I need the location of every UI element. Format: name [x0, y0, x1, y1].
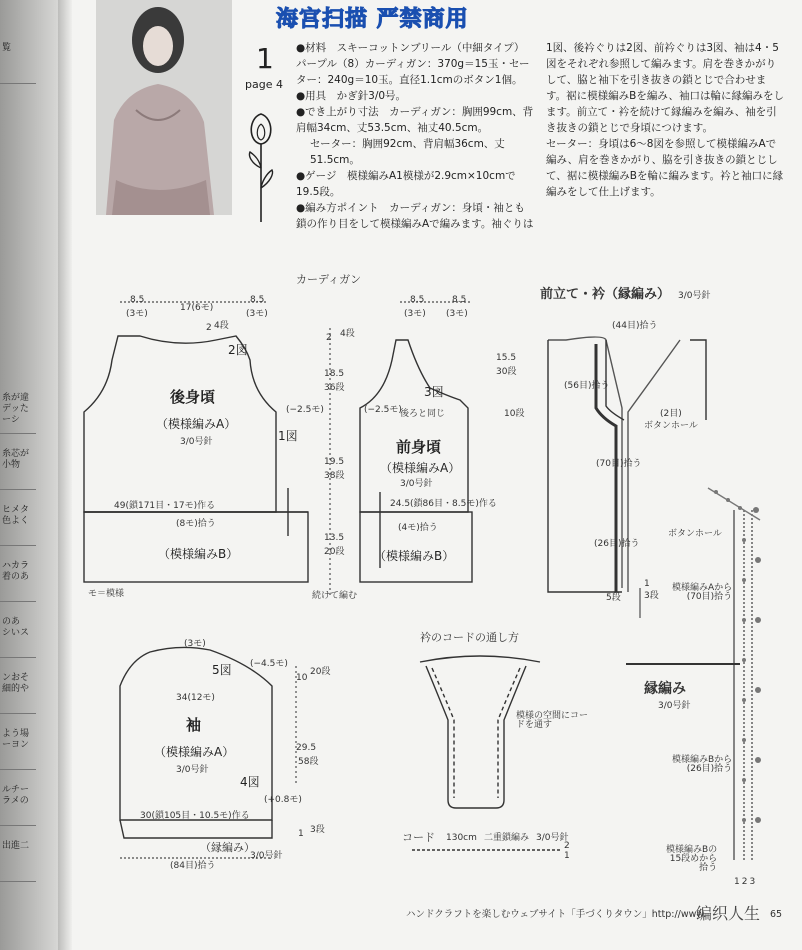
- sleeve-border-needle: 3/0号針: [250, 851, 283, 861]
- sleeve-side-0: 10: [296, 673, 308, 683]
- pattern-page: page 4: [245, 78, 283, 91]
- center-dim-5: 38段: [324, 471, 345, 481]
- edge-label-4: (70目)拾う: [596, 459, 642, 469]
- sleeve-side-2: 29.5: [296, 743, 317, 753]
- back-needle: 3/0号針: [180, 437, 213, 447]
- cord-needle: 3/0号針: [536, 833, 569, 843]
- front-needle: 3/0号針: [400, 479, 433, 489]
- back-name: 後身頃: [170, 388, 216, 406]
- edge-label-6: 5段: [606, 593, 621, 603]
- spec-tools: ●用具 かぎ針3/0号。: [296, 90, 407, 102]
- instruction-sweater: セーター：身頃は6〜8図を参照して模様編みAで編み、肩を巻きかがり、脇を引き抜きの鎖とじして、裾に模様編みBを輪に編みます。衿と袖口に縁編みをして仕上げます。: [546, 138, 784, 198]
- watermark: 编织人生: [696, 904, 761, 923]
- cord-title: 衿のコードの通し方: [420, 631, 519, 644]
- center-dim-2: 18.5: [324, 369, 345, 379]
- front-same-as-back: 後ろと同じ: [400, 409, 446, 419]
- center-dim-0: 2: [326, 333, 332, 343]
- edge-label-8: 3段: [644, 591, 659, 601]
- sleeve-fig5: 5図: [212, 663, 232, 677]
- back-pattern: （模様編みA）: [156, 417, 237, 431]
- front-hem: （模様編みB）: [374, 549, 455, 563]
- sleeve-fig4: 4図: [240, 775, 260, 789]
- sidebar-tab: ヒメタ 色よく: [0, 502, 36, 546]
- back-top-dim-3: 17(6モ): [180, 303, 214, 313]
- sidebar-tab: のあ シいス: [0, 614, 36, 658]
- sleeve-pick: (84目)拾う: [170, 861, 216, 871]
- edging-label-2: 模様編みBから (26目)拾う: [672, 755, 733, 774]
- back-armhole-dec: (−2.5モ): [286, 405, 324, 415]
- edge-label-0: (44目)拾う: [612, 321, 658, 331]
- edging-needle: 3/0号針: [658, 701, 691, 711]
- footer-page-no: 65: [770, 909, 783, 920]
- center-dim-6: 13.5: [324, 533, 345, 543]
- sidebar-tab: ルチー ラメの: [0, 782, 36, 826]
- sleeve-name: 袖: [186, 716, 202, 734]
- edging-label-3: 模様編みBの 15段めから 拾う: [666, 845, 718, 873]
- edging-rows: 123: [734, 877, 758, 887]
- pattern-number: 1: [256, 42, 274, 75]
- cord-label: コード: [402, 831, 435, 844]
- front-top-dim-1: 8.5: [410, 295, 425, 305]
- front-side-dim-1: 15.5: [496, 353, 517, 363]
- back-top-dim-5: (3モ): [246, 309, 268, 319]
- center-dim-7: 20段: [324, 547, 345, 557]
- sleeve-inc: (+0.8モ): [264, 795, 302, 805]
- sleeve-needle: 3/0号針: [176, 765, 209, 775]
- edge-label-2: (2目): [660, 409, 682, 419]
- sleeve-side-3: 58段: [298, 757, 319, 767]
- back-neck-rise: 2: [206, 323, 212, 333]
- sidebar-tab: 出進二: [0, 838, 36, 882]
- edge-label-3: ボタンホール: [644, 421, 698, 431]
- center-dim-3: 36段: [324, 383, 345, 393]
- sleeve-side-1: 20段: [310, 667, 331, 677]
- front-fig3: 3図: [424, 385, 444, 399]
- front-pattern: （模様編みA）: [380, 461, 461, 475]
- front-top-dim-4: (3モ): [446, 309, 468, 319]
- front-side-dim-3: 10段: [504, 409, 525, 419]
- cord-len: 130cm: [446, 833, 477, 843]
- scan-banner: 海宫扫描 严禁商用: [276, 7, 469, 32]
- sleeve-side-5: 3段: [310, 825, 325, 835]
- sidebar-tab: ハカラ 着のあ: [0, 558, 36, 602]
- cord-note: 模様の空間にコードを通す: [516, 711, 589, 730]
- spec-points: ●編み方ポイント カーディガン：身頃・袖とも鎖の作り目をして模様編みAで編みます。袖ぐりは: [296, 202, 534, 230]
- sleeve-top: (3モ): [184, 639, 206, 649]
- sleeve-border: （縁編み）: [200, 841, 255, 854]
- sleeve-dec: (−4.5モ): [250, 659, 288, 669]
- sleeve-pattern: （模様編みA）: [154, 745, 235, 759]
- footer-site: ハンドクラフトを楽しむウェブサイト「手づくりタウン」http://www.: [406, 909, 707, 920]
- front-top-dim-2: (3モ): [404, 309, 426, 319]
- back-hem: （模様編みB）: [158, 547, 239, 561]
- back-pick-label: (8モ)拾う: [176, 519, 216, 529]
- edging-label-1: 模様編みAから (70目)拾う: [672, 583, 733, 602]
- front-armhole-dec: (−2.5モ): [364, 405, 402, 415]
- sleeve-side-4: 1: [298, 829, 304, 839]
- sidebar-tab: 糸が違 デッた ーシ: [0, 390, 36, 434]
- edge-label-7: 1: [644, 579, 650, 589]
- cardigan-title: カーディガン: [296, 273, 362, 286]
- cord-mark-1: 1: [564, 851, 570, 861]
- spec-size-sweater: セーター：胸囲92cm、背肩幅36cm、丈51.5cm。: [310, 138, 505, 166]
- edging-title: 縁編み: [644, 681, 686, 697]
- front-top-dim-3: 8.5: [452, 295, 467, 305]
- edging-label-0: ボタンホール: [668, 529, 722, 539]
- back-top-dim-4: 8.5: [250, 295, 265, 305]
- back-fig2: 2図: [228, 343, 248, 357]
- continue-label: 続けて編む: [312, 591, 358, 601]
- sidebar-tab: 覧: [0, 40, 36, 84]
- front-pick-label: (4モ)拾う: [398, 523, 438, 533]
- sleeve-width: 34(12モ): [176, 693, 215, 703]
- sidebar-tab: 糸芯が 小物: [0, 446, 36, 490]
- back-neck-rows: 4段: [214, 321, 229, 331]
- front-side-dim-2: 30段: [496, 367, 517, 377]
- cord-type: 二重鎖編み: [484, 833, 530, 843]
- center-dim-4: 19.5: [324, 457, 345, 467]
- front-chain-label: 24.5(鎖86目・8.5モ)作る: [390, 499, 497, 509]
- back-top-dim-1: 8.5: [130, 295, 145, 305]
- sidebar-tab: ンおそ 細的や: [0, 670, 36, 714]
- back-chain-label: 49(鎖171目・17モ)作る: [114, 501, 216, 511]
- spec-materials: ●材料 スキーコットンブリール（中細タイプ）パープル（8）カーディガン：370g＝15玉・セーター：240g＝10玉。直径1.1cmのボタン1個。: [296, 42, 530, 86]
- legend-mo: モ＝模様: [88, 589, 125, 599]
- back-fig1: 1図: [278, 429, 298, 443]
- back-top-dim-2: (3モ): [126, 309, 148, 319]
- sidebar-tab: よう場 ーヨン: [0, 726, 36, 770]
- instruction-cardigan: 1図、後衿ぐりは2図、前衿ぐりは3図、袖は4・5図をそれぞれ参照して編みます。肩を巻きかがりして、脇と袖下を引き抜きの鎖とじで合わせます。裾に模様編みBを編み、袖口は輪に縁編みをします。前立て・衿を続けて縁編みを編み、袖を引き抜きの鎖とじで身頃につけます。: [546, 42, 784, 134]
- cord-mark-2: 2: [564, 841, 570, 851]
- edge-label-1: (56目)拾う: [564, 381, 610, 391]
- sleeve-chain: 30(鎖105目・10.5モ)作る: [140, 811, 250, 821]
- edge-needle: 3/0号針: [678, 291, 711, 301]
- front-name: 前身頃: [396, 438, 442, 456]
- spec-size-cardigan: ●でき上がり寸法 カーディガン：胸囲99cm、背肩幅34cm、丈53.5cm、袖丈40.5cm。: [296, 106, 534, 134]
- edge-label-5: (26目)拾う: [594, 539, 640, 549]
- center-dim-1: 4段: [340, 329, 355, 339]
- edge-title: 前立て・衿（縁編み）: [540, 287, 671, 302]
- spec-gauge: ●ゲージ 模様編みA1模様が2.9cm×10cmで19.5段。: [296, 170, 516, 198]
